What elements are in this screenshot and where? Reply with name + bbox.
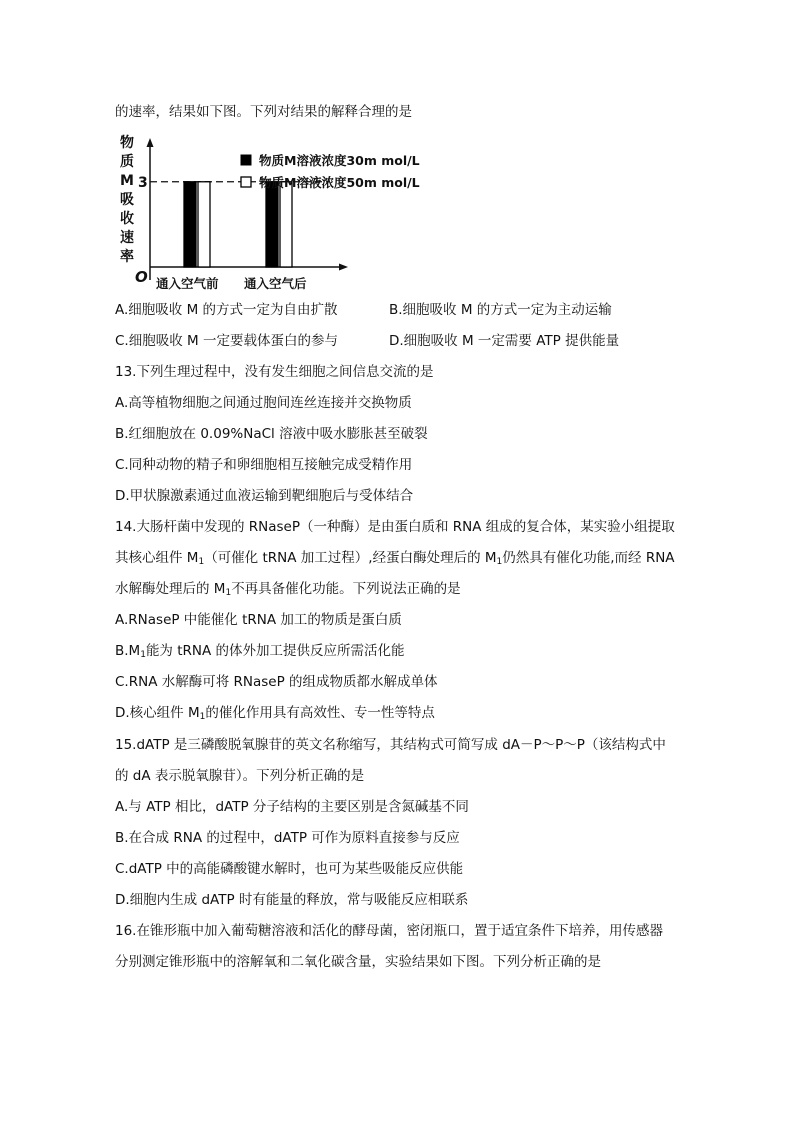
q14-option-b[interactable] [115, 641, 405, 665]
y-axis-label-char: 质 [120, 154, 134, 170]
q16-stem-line-1: 16.在锥形瓶中加入葡萄糖溶液和活化的酵母菌，密闭瓶口，置于适宜条件下培养，用传感器 [115, 923, 663, 939]
q13-stem: 13.下列生理过程中，没有发生细胞之间信息交流的是 [115, 364, 434, 380]
q14-option-b-text: B.M [115, 643, 141, 659]
q14-stem-text: 不再具备催化功能。下列说法正确的是 [231, 581, 461, 597]
y-axis-label-char: 率 [120, 249, 134, 265]
q14-stem-line-3 [115, 579, 461, 603]
subscript: 1 [225, 588, 232, 598]
subscript: 1 [140, 650, 146, 660]
q14-stem-text: （可催化 tRNA 加工过程）,经蛋白酶处理后的 M [204, 550, 497, 566]
y-axis-label-char: 收 [120, 211, 134, 227]
subscript: 1 [198, 557, 205, 567]
q13-option-d[interactable]: D.甲状腺激素通过血液运输到靶细胞后与受体结合 [115, 488, 414, 504]
q12-stem-continuation: 的速率，结果如下图。下列对结果的解释合理的是 [115, 104, 412, 120]
absorption-rate-chart [110, 132, 470, 292]
y-axis-label-char: 速 [120, 230, 134, 246]
origin-label: O [135, 268, 148, 286]
q14-option-d-text: D.核心组件 M [115, 705, 200, 721]
bar-before-series-1 [184, 182, 196, 267]
bar-after-series-1 [266, 182, 278, 267]
x-axis-arrow [339, 264, 348, 271]
q14-option-d[interactable] [115, 703, 435, 727]
q15-option-a[interactable]: A.与 ATP 相比，dATP 分子结构的主要区别是含氮碱基不同 [115, 799, 469, 815]
y-tick-3: 3 [138, 174, 148, 191]
q14-stem-text: 水解酶处理后的 M [115, 581, 226, 597]
q13-option-a[interactable]: A.高等植物细胞之间通过胞间连丝连接并交换物质 [115, 395, 412, 411]
q14-stem-line-1: 14.大肠杆菌中发现的 RNaseP（一种酶）是由蛋白质和 RNA 组成的复合体，某实验小组提取 [115, 519, 675, 535]
q14-option-d-text: 的催化作用具有高效性、专一性等特点 [205, 705, 435, 721]
q16-stem-line-2: 分别测定锥形瓶中的溶解氧和二氧化碳含量，实验结果如下图。下列分析正确的是 [115, 954, 601, 970]
q14-option-c[interactable]: C.RNA 水解酶可将 RNaseP 的组成物质都水解成单体 [115, 674, 438, 690]
q14-option-a[interactable]: A.RNaseP 中能催化 tRNA 加工的物质是蛋白质 [115, 612, 402, 628]
q13-option-b[interactable]: B.红细胞放在 0.09%NaCl 溶液中吸水膨胀甚至破裂 [115, 426, 428, 442]
q15-stem-line-2: 的 dA 表示脱氧腺苷）。下列分析正确的是 [115, 768, 365, 784]
subscript: 1 [496, 557, 503, 567]
y-axis-label [120, 134, 134, 265]
q14-stem-text: 其核心组件 M [115, 550, 199, 566]
y-axis-label-char: 物 [120, 135, 134, 151]
q15-option-b[interactable]: B.在合成 RNA 的过程中，dATP 可作为原料直接参与反应 [115, 830, 460, 846]
q15-option-d[interactable]: D.细胞内生成 dATP 时有能量的释放，常与吸能反应相联系 [115, 892, 469, 908]
subscript: 1 [199, 712, 206, 722]
q12-option-b[interactable]: B.细胞吸收 M 的方式一定为主动运输 [389, 302, 612, 318]
legend-label-30: 物质M溶液浓度30m mol/L [259, 153, 420, 168]
bar-after-series-2 [280, 182, 292, 267]
q15-option-c[interactable]: C.dATP 中的高能磷酸键水解时，也可为某些吸能反应供能 [115, 861, 464, 877]
bar-before-series-2 [198, 182, 210, 267]
q14-stem-text: 仍然具有催化功能,而经 RNA [502, 550, 675, 566]
q12-option-c[interactable]: C.细胞吸收 M 一定要载体蛋白的参与 [115, 333, 338, 349]
q14-option-b-text: 能为 tRNA 的体外加工提供反应所需活化能 [145, 643, 405, 659]
q13-option-c[interactable]: C.同种动物的精子和卵细胞相互接触完成受精作用 [115, 457, 413, 473]
legend-label-50: 物质M溶液浓度50m mol/L [259, 175, 420, 190]
x-category-before: 通入空气前 [156, 276, 219, 291]
x-category-after: 通入空气后 [244, 276, 307, 291]
q15-stem-line-1: 15.dATP 是三磷酸脱氧腺苷的英文名称缩写，其结构式可简写成 dA－P～P～P（该结构式中 [115, 737, 666, 753]
y-axis-label-char: M [120, 173, 134, 189]
legend-swatch-50 [241, 177, 251, 187]
q12-option-d[interactable]: D.细胞吸收 M 一定需要 ATP 提供能量 [389, 333, 620, 349]
q12-option-a[interactable]: A.细胞吸收 M 的方式一定为自由扩散 [115, 302, 338, 318]
y-axis-arrow [147, 138, 154, 147]
legend-swatch-30 [241, 155, 251, 165]
q14-stem-line-2 [115, 548, 675, 572]
y-axis-label-char: 吸 [120, 192, 134, 208]
